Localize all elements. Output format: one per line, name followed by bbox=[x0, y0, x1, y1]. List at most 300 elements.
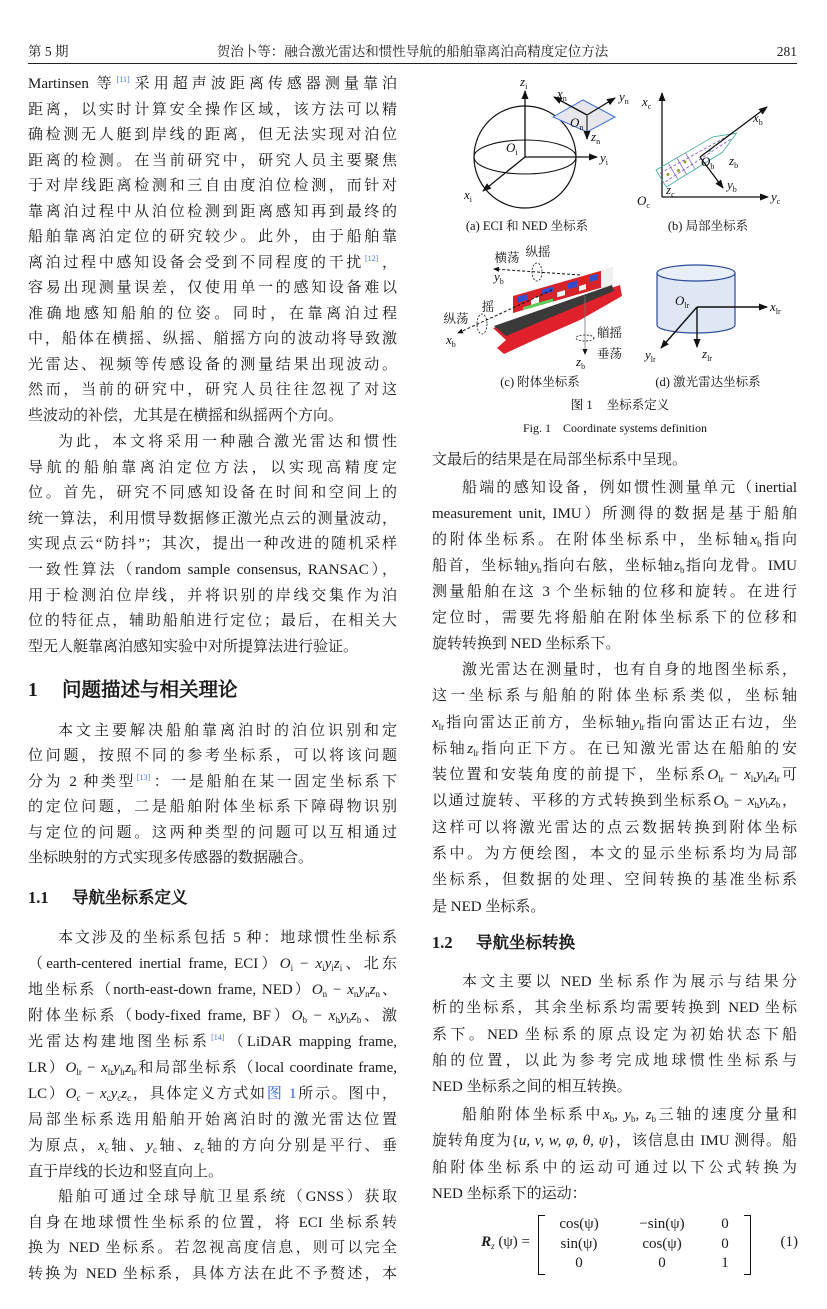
paragraph-coordinate-systems bbox=[28, 925, 397, 1185]
paragraph-contributions bbox=[28, 430, 397, 660]
math-subscript: b bbox=[346, 1015, 351, 1025]
math-subscript: b bbox=[775, 800, 781, 811]
math-subscript: b bbox=[609, 1114, 615, 1124]
text-line: 统一算法，利用惯导数据修正激光点云的测量波动， bbox=[28, 510, 397, 527]
issue-number: 第 5 期 bbox=[28, 44, 69, 59]
text-line: 于对岸线距离检测和三自由度泊位检测，而针对 bbox=[28, 178, 397, 194]
math-variable bbox=[744, 767, 756, 783]
text-run: Martinsen 等 bbox=[28, 76, 116, 92]
label-z-b: zb bbox=[576, 354, 586, 371]
rotation-matrix-symbol: R bbox=[481, 1234, 492, 1250]
text-line: 局部坐标系选用船舶开始离泊时的激光雷达位置 bbox=[28, 1112, 397, 1128]
citation-link[interactable]: [13] bbox=[136, 772, 151, 782]
math-symbol: y bbox=[339, 1008, 347, 1024]
math-subscript: c bbox=[127, 1093, 132, 1103]
text-run: − bbox=[728, 793, 748, 810]
math-subscript: b bbox=[631, 1114, 636, 1124]
text-run: 指向雷达正前方，坐标轴 bbox=[444, 714, 633, 731]
figure-title: 坐标系定义 bbox=[606, 398, 670, 412]
text-line: 系下。NED 坐标系的原点设定为初始状态下船 bbox=[432, 1026, 797, 1043]
text-line: 换为 NED 坐标系。若忽视高度信息，则可以完全 bbox=[28, 1240, 397, 1257]
section-title: 问题描述与相关理论 bbox=[62, 678, 238, 701]
text-line: 型无人艇靠离泊感知实验中对所提算法进行验证。 bbox=[28, 638, 359, 655]
text-run: 地坐标系（north-east-down frame, NED） bbox=[28, 982, 312, 998]
label-y-b: yb bbox=[727, 177, 737, 194]
section-title: 导航坐标系定义 bbox=[72, 888, 188, 907]
text-run: 和局部坐标系（local coordinate frame, bbox=[136, 1060, 397, 1076]
math-symbol: O bbox=[65, 1086, 77, 1102]
math-symbol: y bbox=[530, 558, 538, 574]
math-subscript: lr bbox=[107, 1067, 114, 1077]
math-symbol: y bbox=[110, 1086, 118, 1102]
text-line: 激光雷达在测量时，也有自身的地图坐标系， bbox=[462, 662, 797, 678]
text-run: − bbox=[723, 767, 745, 784]
text-line: 的定位问题，二是船舶附体坐标系下障碍物识别 bbox=[28, 799, 397, 816]
text-line: 为此，本文将采用一种融合激光雷达和惯性 bbox=[58, 434, 397, 450]
text-run: （LiDAR mapping frame, bbox=[225, 1034, 397, 1050]
text-run: 、激 bbox=[361, 1008, 397, 1024]
text-run: − bbox=[293, 956, 316, 972]
math-symbol: O bbox=[291, 1008, 303, 1024]
math-variable bbox=[325, 956, 334, 972]
math-variable bbox=[748, 793, 759, 809]
text-run: 所示。图中， bbox=[296, 1086, 397, 1102]
math-variable bbox=[768, 767, 779, 783]
math-symbol: z bbox=[467, 740, 474, 757]
citation-link[interactable]: [12] bbox=[364, 253, 379, 263]
text-run: 以通过旋转、平移的方式转换到坐标系 bbox=[432, 793, 714, 810]
text-run: , bbox=[635, 1107, 646, 1123]
panel-c-caption: (c) 附体坐标系 bbox=[500, 375, 580, 389]
math-variable bbox=[66, 1086, 81, 1102]
label-z-i: zi bbox=[520, 74, 528, 91]
text-line: 距离的检测。在当前研究中，研究人员主要聚焦 bbox=[28, 152, 397, 169]
text-line bbox=[432, 788, 797, 814]
text-run: 旋转角度为{ bbox=[432, 1133, 519, 1150]
math-symbol: x bbox=[328, 1008, 336, 1024]
matrix-cell: 0 bbox=[575, 1255, 583, 1271]
text-run: 、 bbox=[379, 982, 397, 998]
text-line: 位的特征点，辅助船舶进行定位；最后，在相关大 bbox=[28, 613, 397, 630]
text-run: 为原点， bbox=[28, 1138, 99, 1154]
label-x-n: xn bbox=[557, 86, 567, 103]
math-symbol: x bbox=[432, 714, 439, 731]
math-symbol: x bbox=[98, 1138, 105, 1154]
text-run: 船舶附体坐标系中 bbox=[462, 1107, 604, 1123]
math-variable bbox=[530, 558, 541, 574]
label-x-b: xb bbox=[753, 110, 763, 127]
text-run: 分为 2 种类型 bbox=[28, 773, 136, 790]
math-symbol: y bbox=[113, 1060, 120, 1076]
matrix-cell: cos(ψ) bbox=[642, 1236, 682, 1252]
math-variable bbox=[316, 956, 325, 972]
text-line: 旋转转换到 NED 坐标系下。 bbox=[432, 636, 621, 652]
text-run: − bbox=[327, 982, 348, 998]
label-z-c: zc bbox=[666, 182, 675, 199]
math-subscript: n bbox=[353, 989, 359, 999]
text-run: 装位置和安装角度的前提下，坐标系 bbox=[432, 767, 708, 784]
math-variable bbox=[113, 1060, 125, 1076]
math-expression: u, v, w, φ, θ, ψ bbox=[518, 1133, 608, 1150]
equation-argument: (ψ) = bbox=[498, 1234, 530, 1250]
text-line: 导航的船舶靠离泊定位方法，以实现高精度定 bbox=[28, 459, 397, 476]
text-run: − bbox=[81, 1060, 102, 1076]
math-subscript: b bbox=[537, 565, 542, 575]
text-line: 文最后的结果是在局部坐标系中呈现。 bbox=[432, 452, 688, 468]
math-subscript: i bbox=[331, 963, 334, 973]
text-line: 转换为 NED 坐标系，具体方法在此不予赘述，本 bbox=[28, 1266, 397, 1283]
label-O-n: On bbox=[570, 115, 584, 132]
text-line bbox=[28, 1055, 397, 1081]
label-y-lr: ylr bbox=[645, 347, 656, 364]
text-line: 系中。为方便绘图，本文的显示坐标系均为局部 bbox=[432, 846, 797, 863]
text-run: 的附体坐标系。在附体坐标系中，坐标轴 bbox=[432, 532, 751, 548]
math-symbol: z bbox=[770, 793, 776, 810]
text-line: 坐标映射的方式实现多传感器的数据融合。 bbox=[28, 850, 314, 867]
text-line bbox=[432, 736, 797, 762]
math-variable bbox=[467, 741, 478, 757]
ned-tangent-plane bbox=[553, 100, 615, 132]
text-run: ， bbox=[379, 254, 397, 271]
section-heading-1-1 bbox=[28, 887, 188, 909]
math-symbol: x bbox=[750, 532, 758, 548]
label-x-lr: xlr bbox=[770, 299, 781, 316]
math-subscript: n bbox=[375, 989, 380, 999]
text-line: NED 坐标系之间的相互转换。 bbox=[432, 1079, 632, 1096]
text-line: 准确地感知船舶的位姿。同时，在靠离泊过程 bbox=[28, 305, 397, 322]
math-subscript: lr bbox=[762, 774, 769, 785]
math-variable bbox=[65, 1060, 81, 1076]
math-variable bbox=[624, 1107, 635, 1123]
section-number: 1.2 bbox=[432, 933, 453, 952]
text-run: LR） bbox=[28, 1060, 66, 1076]
math-variable bbox=[770, 793, 780, 809]
text-run: 指向右舷，坐标轴 bbox=[541, 558, 675, 574]
math-subscript: i bbox=[322, 963, 325, 973]
math-symbol: x bbox=[747, 793, 755, 810]
equation-1 bbox=[430, 1208, 800, 1280]
math-subscript: lr bbox=[131, 1067, 137, 1077]
text-line bbox=[432, 1102, 797, 1128]
figure-title: Coordinate systems definition bbox=[563, 421, 707, 435]
math-variable bbox=[646, 1107, 656, 1123]
equation-lhs bbox=[430, 1234, 530, 1251]
math-symbol: O bbox=[311, 982, 323, 998]
text-line: 本文涉及的坐标系包括 5 种：地球惯性坐标系 bbox=[58, 930, 397, 946]
math-symbol: O bbox=[713, 793, 725, 810]
text-line: 船舶可通过全球导航卫星系统（GNSS）获取 bbox=[58, 1189, 397, 1205]
section-title: 导航坐标转换 bbox=[476, 933, 575, 952]
math-symbol: x bbox=[603, 1107, 610, 1123]
running-title: 贺治卜等：融合激光雷达和惯性导航的船舶靠离泊高精度定位方法 bbox=[216, 44, 609, 59]
matrix-cell: 0 bbox=[658, 1255, 666, 1271]
matrix-cell: 0 bbox=[721, 1236, 729, 1252]
label-y-c: yc bbox=[771, 189, 781, 206]
math-subscript: c bbox=[200, 1145, 205, 1155]
math-variable bbox=[347, 982, 358, 998]
math-subscript: b bbox=[757, 539, 762, 549]
math-variable bbox=[632, 715, 644, 731]
paragraph-lidar-frame bbox=[432, 657, 797, 920]
text-line: 船端的感知设备，例如惯性测量单元（inertial bbox=[462, 480, 797, 496]
figure-label: Fig. 1 bbox=[523, 421, 552, 435]
text-line bbox=[28, 951, 397, 977]
figure-caption-cn bbox=[571, 397, 670, 412]
paragraph-ned-frame bbox=[432, 969, 797, 1100]
math-subscript: b bbox=[765, 800, 771, 811]
math-variable bbox=[195, 1138, 205, 1154]
section-number: 1.1 bbox=[28, 888, 49, 907]
math-variable bbox=[312, 982, 327, 998]
text-run: 指向龙骨。IMU bbox=[684, 558, 797, 574]
label-O-c: Oc bbox=[637, 193, 650, 210]
container-ship-icon bbox=[493, 267, 622, 354]
text-run: 附体坐标系（body-fixed frame, BF） bbox=[28, 1008, 292, 1024]
paragraph-intro-continued bbox=[28, 72, 397, 429]
panel-b-local bbox=[637, 93, 781, 233]
paragraph-gnss-continued bbox=[432, 447, 797, 473]
text-line: 舶附体坐标系中的运动可通过以下公式转换为 bbox=[432, 1159, 797, 1176]
label-y-b: yb bbox=[494, 269, 504, 286]
math-subscript: c bbox=[76, 1093, 81, 1103]
math-subscript: b bbox=[651, 1114, 656, 1124]
math-symbol: x bbox=[744, 767, 751, 784]
text-run: 标轴 bbox=[432, 740, 468, 757]
matrix-cell: sin(ψ) bbox=[560, 1236, 598, 1252]
text-line: 这样可以将激光雷达的点云数据转换到附体坐标 bbox=[432, 819, 797, 836]
math-variable bbox=[370, 982, 380, 998]
math-variable bbox=[280, 956, 293, 972]
math-symbol: z bbox=[350, 1008, 357, 1024]
text-line: 然而，当前的研究中，研究人员往往忽视了对这 bbox=[28, 382, 397, 398]
text-line: 位。首先，研究不同感知设备在时间和空间上的 bbox=[28, 485, 397, 502]
math-variable bbox=[121, 1086, 131, 1102]
text-line bbox=[432, 1128, 797, 1154]
section-heading-1-2 bbox=[432, 932, 575, 954]
text-line bbox=[432, 762, 797, 788]
math-symbol: x bbox=[99, 1086, 107, 1102]
text-line bbox=[28, 1003, 397, 1029]
math-variable bbox=[98, 1138, 109, 1154]
label-z-n: zn bbox=[591, 129, 601, 146]
text-line: 直于岸线的长边和竖直向上。 bbox=[28, 1164, 224, 1180]
label-surge: 纵荡 bbox=[443, 312, 469, 326]
math-variable bbox=[358, 982, 369, 998]
text-line: 位问题，按照不同的参考坐标系，可以将该问题 bbox=[28, 748, 397, 765]
label-x-c: xc bbox=[642, 94, 652, 111]
label-y-n: yn bbox=[619, 89, 629, 106]
math-subscript: b bbox=[302, 1015, 308, 1025]
math-variable bbox=[100, 1086, 111, 1102]
text-line: 中，船体在横摇、纵摇、艏摇方向的波动将导致激 bbox=[28, 331, 397, 347]
math-variable bbox=[750, 532, 761, 548]
page-number: 281 bbox=[776, 44, 797, 59]
math-symbol: x bbox=[101, 1060, 108, 1076]
math-variable bbox=[101, 1060, 113, 1076]
paragraph-gnss bbox=[28, 1185, 397, 1288]
panel-a-eci-ned bbox=[463, 74, 629, 233]
math-symbol: z bbox=[125, 1060, 132, 1076]
matrix-cell: −sin(ψ) bbox=[639, 1216, 685, 1232]
axis-y-b-dashed bbox=[494, 269, 580, 275]
text-run: LC） bbox=[28, 1086, 66, 1102]
math-subscript: lr bbox=[750, 774, 757, 785]
math-symbol: y bbox=[358, 982, 366, 998]
text-line: 本文主要解决船舶靠离泊时的泊位识别和定 bbox=[58, 723, 397, 739]
lidar-cylinder-icon bbox=[657, 273, 735, 333]
matrix-cell: 1 bbox=[721, 1255, 729, 1271]
text-line bbox=[432, 710, 797, 736]
math-subscript: lr bbox=[718, 774, 724, 785]
citation-link[interactable]: [11] bbox=[116, 75, 130, 84]
paragraph-body-motion bbox=[432, 1102, 797, 1207]
citation-link[interactable]: [14] bbox=[211, 1033, 225, 1042]
text-line: 是 NED 坐标系。 bbox=[432, 898, 546, 915]
text-line: 靠离泊过程中从泊位检测到距离感知再到最终的 bbox=[28, 203, 397, 220]
text-run: 三轴的速度分量和 bbox=[655, 1107, 797, 1123]
panel-c-body-fixed bbox=[443, 244, 622, 389]
label-z-lr: zlr bbox=[702, 346, 712, 363]
math-subscript: b bbox=[356, 1015, 362, 1025]
math-subscript: b bbox=[679, 565, 685, 575]
math-variable bbox=[759, 793, 770, 809]
panel-a-caption: (a) ECI 和 NED 坐标系 bbox=[465, 219, 589, 233]
text-line: 定位时，需要先将船舶在附体坐标系下的位移和 bbox=[432, 610, 797, 626]
math-symbol: x bbox=[347, 982, 354, 998]
lidar-cylinder-top bbox=[657, 265, 735, 281]
matrix-cell: 0 bbox=[721, 1216, 729, 1232]
math-symbol: y bbox=[756, 767, 763, 784]
text-run: }，该信息由 IMU 测得。船 bbox=[607, 1133, 797, 1150]
text-line bbox=[432, 527, 797, 553]
text-line: 确检测无人艇到岸线的距离，但无法实现对泊位 bbox=[28, 127, 397, 143]
label-z-b: zb bbox=[729, 153, 739, 170]
text-line: 本文主要以 NED 坐标系作为展示与结果分 bbox=[462, 974, 797, 990]
paragraph-problem-description bbox=[28, 719, 397, 871]
text-line bbox=[28, 72, 397, 98]
math-subscript: b bbox=[335, 1015, 340, 1025]
math-variable bbox=[432, 715, 444, 731]
math-variable bbox=[329, 1008, 340, 1024]
text-line: 坐标系，但数据的处理、空间转换的基准坐标系 bbox=[432, 872, 797, 889]
text-run: 轴的方向分别是平行、垂 bbox=[204, 1138, 397, 1154]
text-line: 用于检测泊位岸线，并将识别的岸线交集作为泊 bbox=[28, 587, 397, 604]
math-symbol: y bbox=[324, 956, 332, 972]
text-run: 轴、 bbox=[108, 1138, 147, 1154]
label-yaw: 艏摇 bbox=[597, 326, 623, 340]
text-run: 指向正下方。在已知激光雷达在船舶的安 bbox=[478, 740, 797, 757]
text-line bbox=[28, 251, 397, 277]
label-O-i: Oi bbox=[506, 140, 518, 157]
math-subscript: lr bbox=[76, 1067, 82, 1077]
text-run: ：一是船舶在某一固定坐标系下 bbox=[151, 773, 397, 790]
text-line bbox=[28, 1029, 397, 1055]
rotation-axis-subscript: z bbox=[491, 1241, 495, 1251]
text-line: 自身在地球惯性坐标系的位置，将 ECI 坐标系转 bbox=[28, 1214, 397, 1231]
text-line: NED 坐标系下的运动： bbox=[432, 1185, 587, 1202]
label-y-i: yi bbox=[600, 150, 609, 167]
math-subscript: lr bbox=[119, 1067, 126, 1077]
text-run: 光雷达构建地图坐标系 bbox=[28, 1034, 211, 1050]
label-sway: 横荡 bbox=[494, 251, 520, 265]
math-variable bbox=[146, 1138, 157, 1154]
text-line bbox=[432, 553, 797, 579]
math-variable bbox=[707, 767, 723, 783]
text-line bbox=[28, 977, 397, 1003]
math-variable bbox=[713, 793, 728, 809]
text-line: 与定位的问题。这两种类型的问题可以互相通过 bbox=[28, 824, 397, 841]
math-subscript: i bbox=[290, 963, 294, 973]
math-symbol: z bbox=[674, 558, 680, 574]
figure-reference-link[interactable]: 图 1 bbox=[266, 1086, 297, 1102]
math-subscript: lr bbox=[639, 721, 645, 732]
text-line: measurement unit, IMU）所测得的数据是基于船舶 bbox=[432, 506, 797, 522]
math-symbol: y bbox=[624, 1107, 631, 1123]
text-line: 些波动的补偿，尤其是在横摇和纵摇两个方向。 bbox=[28, 407, 344, 424]
running-header bbox=[28, 44, 797, 64]
text-run: − bbox=[307, 1008, 329, 1024]
section-heading-1 bbox=[28, 677, 238, 704]
math-symbol: O bbox=[707, 767, 719, 784]
math-variable bbox=[603, 1107, 614, 1123]
figure-label: 图 1 bbox=[570, 398, 593, 412]
text-run: 指向雷达正右边，坐 bbox=[644, 714, 797, 731]
label-roll: 摇 bbox=[481, 300, 495, 314]
math-symbol: z bbox=[194, 1138, 201, 1154]
label-x-b: xb bbox=[446, 332, 456, 349]
text-line: 容易出现测量误差，仅使用单一的感知设备难以 bbox=[28, 280, 397, 296]
section-number: 1 bbox=[28, 680, 38, 701]
math-subscript: lr bbox=[438, 721, 445, 732]
math-subscript: lr bbox=[774, 774, 780, 785]
label-heave: 垂荡 bbox=[597, 347, 623, 361]
math-subscript: c bbox=[104, 1145, 109, 1155]
equation-number: (1) bbox=[780, 1234, 798, 1250]
math-variable bbox=[111, 1086, 122, 1102]
text-run: ， bbox=[780, 793, 797, 810]
math-symbol: O bbox=[65, 1060, 77, 1076]
math-variable bbox=[674, 558, 684, 574]
text-run: 可 bbox=[779, 767, 797, 784]
text-line: 这一坐标系与船舶的附体坐标系类似，坐标轴 bbox=[432, 688, 797, 705]
text-run: 轴、 bbox=[156, 1138, 195, 1154]
math-symbol: z bbox=[645, 1107, 652, 1123]
text-line: 测量船舶在这 3 个坐标轴的位移和旋转。在进行 bbox=[432, 584, 797, 600]
math-variable bbox=[125, 1060, 136, 1076]
text-run: 指向 bbox=[761, 532, 797, 548]
text-run: , bbox=[614, 1107, 625, 1123]
math-variable bbox=[756, 767, 768, 783]
label-pitch: 纵摇 bbox=[525, 245, 551, 259]
figure-caption-en bbox=[523, 421, 707, 435]
math-subscript: c bbox=[152, 1145, 157, 1155]
text-line: 析的坐标系，其余坐标系均需要转换到 NED 坐标 bbox=[432, 1000, 797, 1017]
text-line bbox=[28, 1133, 397, 1159]
math-variable bbox=[351, 1008, 361, 1024]
math-symbol: z bbox=[333, 956, 340, 972]
text-run: （earth-centered inertial frame, ECI） bbox=[28, 956, 280, 972]
text-run: − bbox=[80, 1086, 100, 1102]
panel-b-caption: (b) 局部坐标系 bbox=[667, 219, 749, 233]
text-run: 采用超声波距离传感器测量靠泊 bbox=[130, 76, 397, 92]
figure-1 bbox=[430, 70, 810, 440]
text-run: ，具体定义方式如 bbox=[131, 1086, 267, 1102]
text-line: 一致性算法（random sample consensus, RANSAC）， bbox=[28, 561, 397, 578]
math-symbol: O bbox=[279, 956, 291, 972]
text-line: 舶的位置，以此为参考完成地球惯性坐标系与 bbox=[432, 1052, 797, 1069]
text-line: 实现点云“防抖”；其次，提出一种改进的随机采样 bbox=[28, 536, 397, 553]
text-run: 、北东 bbox=[342, 956, 397, 972]
